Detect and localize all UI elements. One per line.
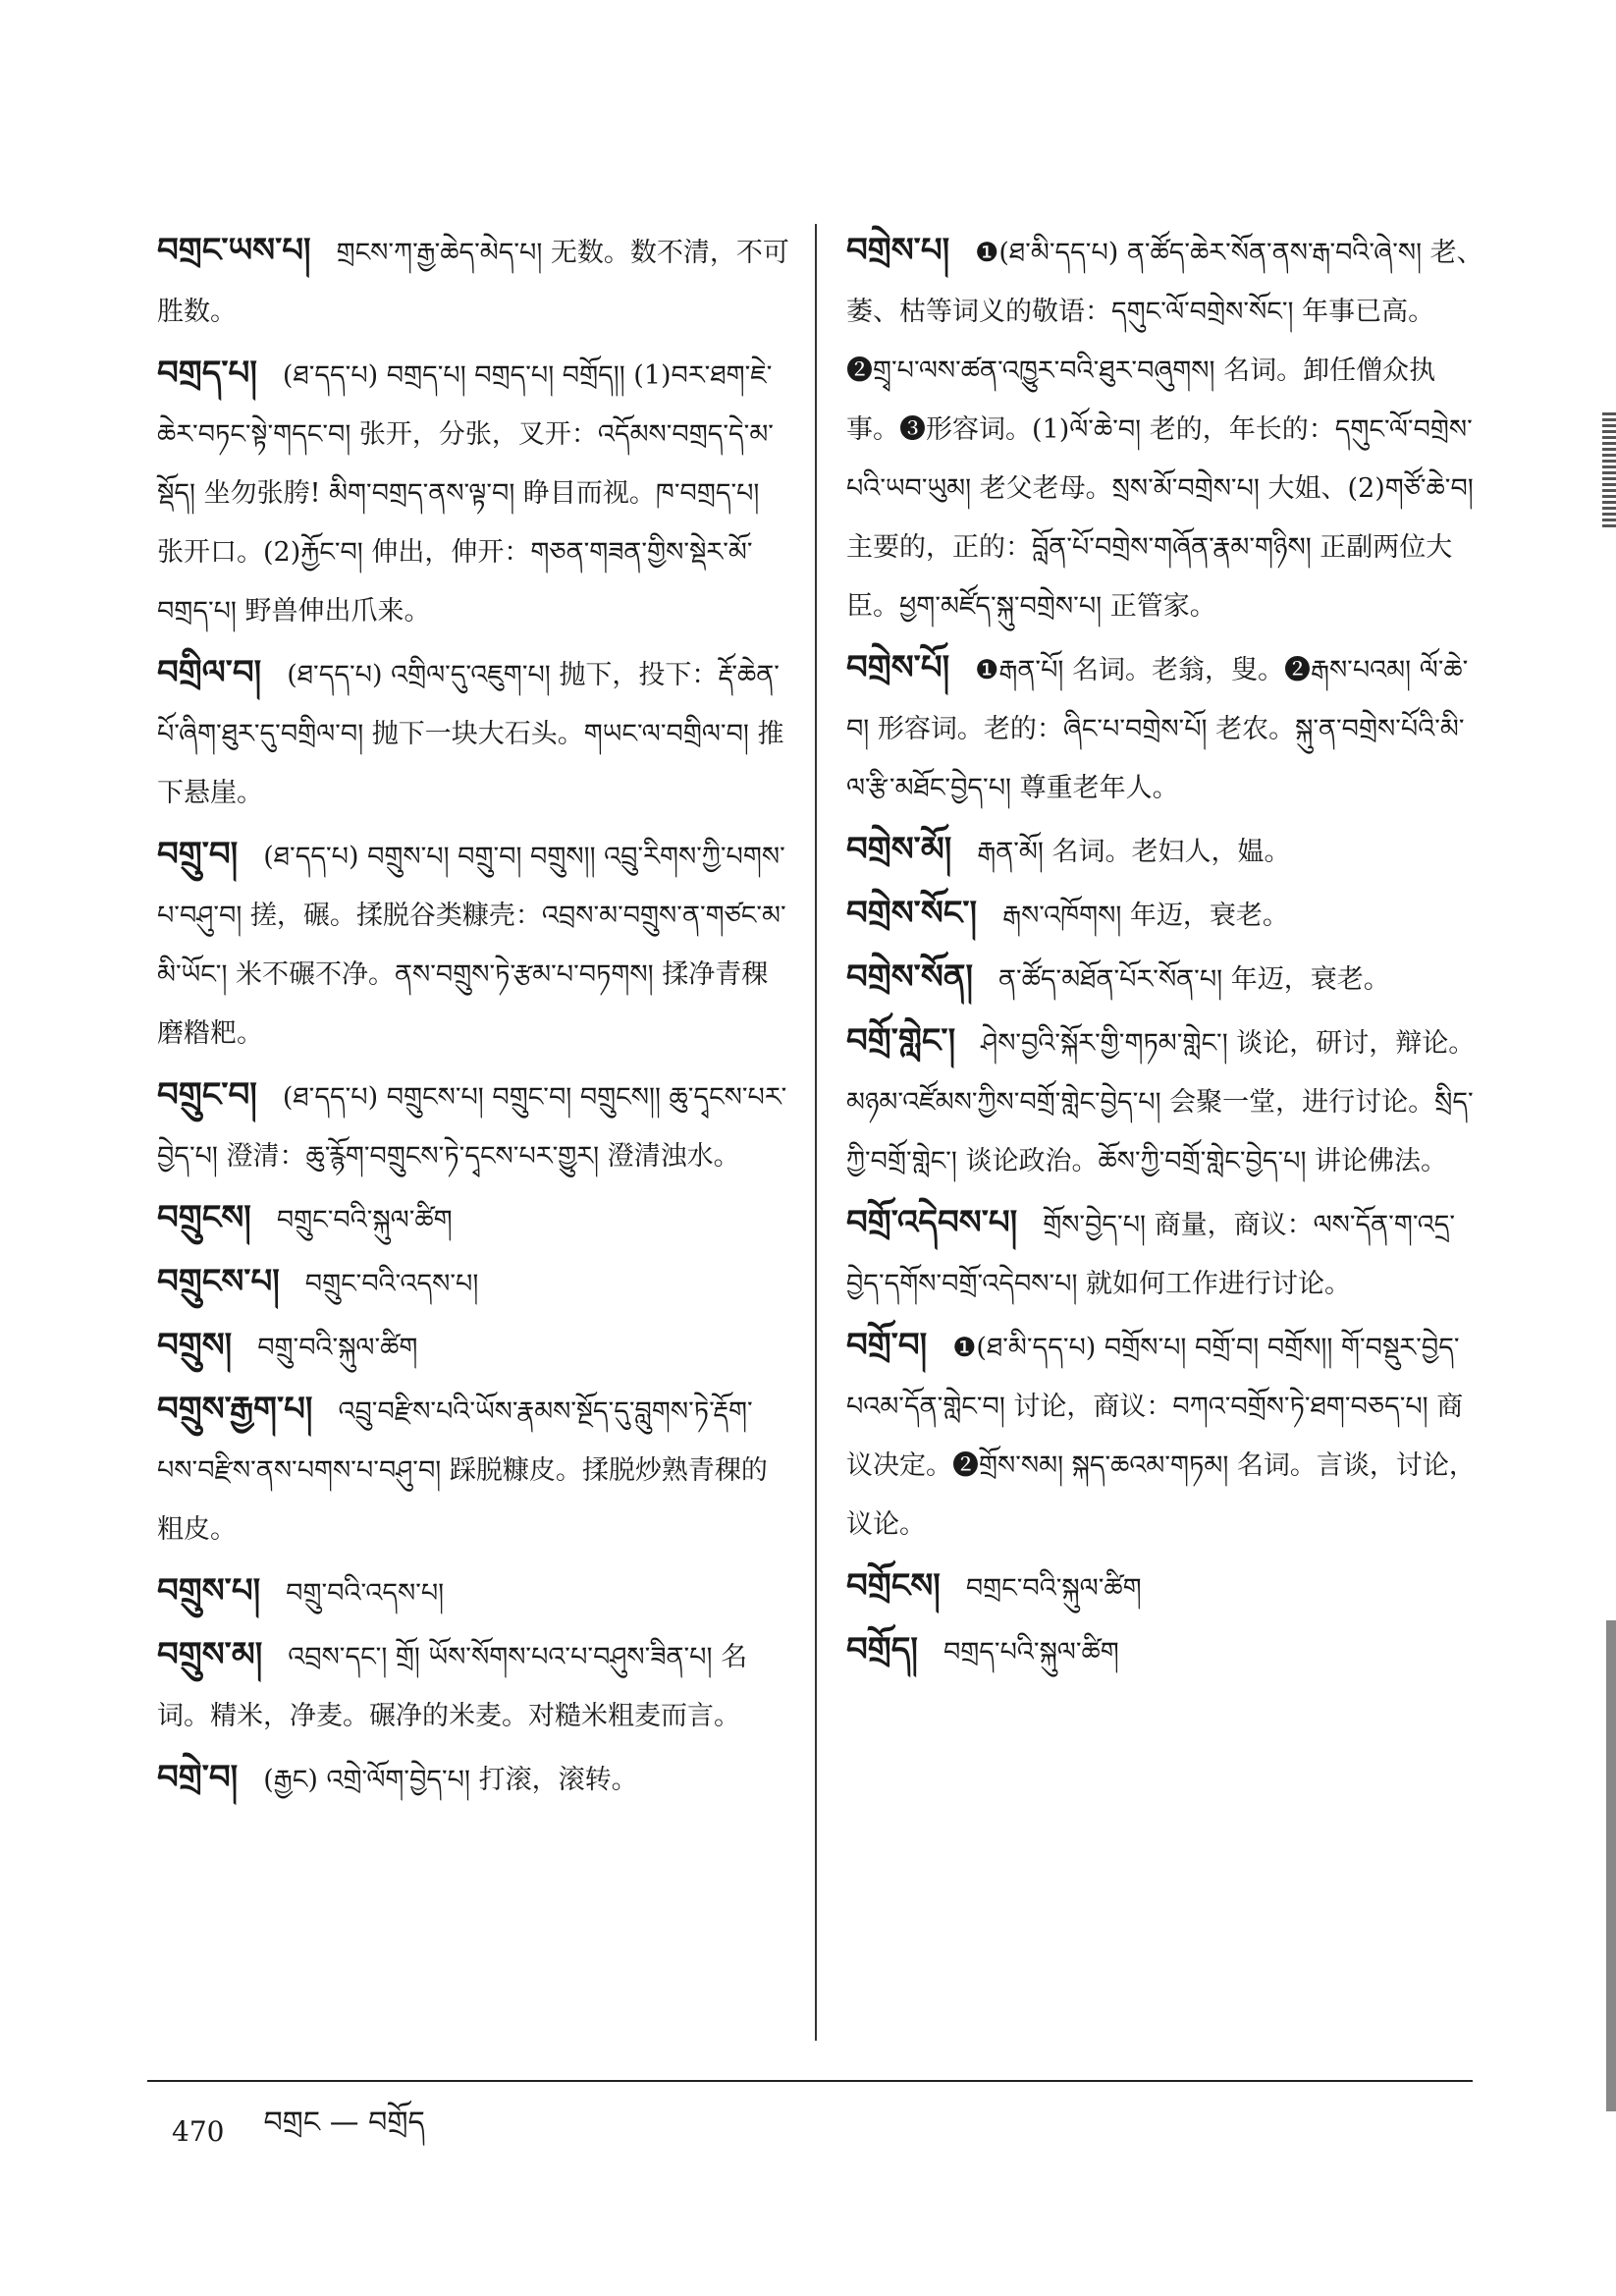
- dictionary-entry: [157, 1188, 790, 1250]
- entry-definition: ❶རྒན་པོ། 名词。老翁，叟。❷རྒས་པའམ། ལོ་ཆེ་བ། 形容词。老的：ཞིང་པ་བགྲེས་པོ། 老农。སྐུ་ན་བགྲེས་པོའི་མི་ལ་རྩི་མཐོང་བྱེད་པ། 尊重老年人。: [846, 655, 1469, 803]
- entry-headword: བགྲོ་གླེང་།: [846, 1021, 956, 1061]
- entry-definition: བགྲུང་བའི་སྐུལ་ཚིག: [276, 1205, 453, 1235]
- scan-edge-shadow: [1606, 1620, 1616, 2111]
- dictionary-entry: [846, 1011, 1484, 1191]
- dictionary-entry: [846, 948, 1484, 1010]
- right-column: [846, 221, 1484, 1684]
- entry-definition: བགྲུ་བའི་འདས་པ།: [286, 1578, 445, 1609]
- entry-headword: བགྲེ་བ།: [157, 1758, 239, 1797]
- dictionary-entry: [846, 1193, 1484, 1314]
- dictionary-entry: [157, 643, 790, 823]
- entry-definition: ཤེས་བྱའི་སྐོར་གྱི་གཏམ་གླེང་། 谈论，研讨，辩论。མཉམ་འཛོམས་ཀྱིས་བགྲོ་གླེང་བྱེད་པ། 会聚一堂，进行讨论。སྲིད་ཀྱི་བགྲོ་གླེང་། 谈论政治。ཆོས་ཀྱི་བགྲོ་གླེང་བྱེད་པ། 讲论佛法。: [846, 1028, 1476, 1176]
- entry-headword: བགྲེས་མོ།: [846, 830, 952, 869]
- entry-headword: བགྲེས་སོན།: [846, 957, 973, 997]
- dictionary-entry: [157, 1561, 790, 1623]
- entry-headword: བགྲོད།: [846, 1630, 918, 1669]
- entry-definition: འབྲུ་བརྫིས་པའི་ཡོས་རྣམས་སྔོད་དུ་བླུགས་ཏེ་རྡོག་པས་བརྫིས་ནས་པགས་པ་བཤུ་བ། 踩脱糠皮。揉脱炒熟青稞的粗皮。: [157, 1396, 768, 1545]
- entry-headword: བགྲོ་བ།: [846, 1326, 928, 1365]
- entry-definition: (ཐ་དད་པ) བགྲུངས་པ། བགྲུང་བ། བགྲུངས།། ཆུ་དྭངས་པར་བྱེད་པ། 澄清：ཆུ་རྙོག་བགྲུངས་ཏེ་དྭངས་པར་གྱུར། 澄清浊水。: [157, 1082, 787, 1172]
- dictionary-entry: [157, 1748, 790, 1810]
- entry-headword: བགྲོངས།: [846, 1566, 941, 1606]
- right-entry-list: [846, 221, 1484, 1682]
- entry-definition: བགྲད་པའི་སྐུལ་ཚིག: [943, 1637, 1119, 1667]
- dictionary-entry: [157, 344, 790, 641]
- dictionary-entry: [157, 221, 790, 342]
- entry-headword: བགྲུ་བ།: [157, 835, 239, 874]
- entry-definition: ན་ཚོད་མཐོན་པོར་སོན་པ། 年迈，衰老。: [998, 964, 1390, 995]
- entry-definition: བགྲུང་བའི་འདས་པ།: [304, 1269, 479, 1299]
- dictionary-entry: [157, 825, 790, 1064]
- dictionary-entry: [157, 1252, 790, 1314]
- dictionary-entry: [846, 820, 1484, 882]
- dictionary-entry: [157, 1066, 790, 1186]
- entry-definition: (ཐ་དད་པ) བགྲུས་པ། བགྲུ་བ། བགྲུས།། འབྲུ་རིགས་ཀྱི་པགས་པ་བཤུ་བ། 搓，碾。揉脱谷类糠壳：འབྲས་མ་བགྲུས་ན་གཙང་མ་མི་ཡོང་། 米不碾不净。ནས་བགྲུས་ཏེ་རྩམ་པ་བཏགས། 揉净青稞磨糌粑。: [157, 842, 786, 1049]
- dictionary-entry: [157, 1380, 790, 1559]
- entry-headword: བགྲེས་པ།: [846, 231, 950, 270]
- entry-headword: བགྲད་པ།: [157, 354, 257, 393]
- entry-definition: བགྲང་བའི་སྐུལ་ཚིག: [965, 1573, 1142, 1604]
- entry-definition: ❶(ཐ་མི་དད་པ) བགྲོས་པ། བགྲོ་བ། བགྲོས།། གོ་བསྡུར་བྱེད་པའམ་དོན་གླེང་བ། 讨论，商议：བཀའ་བགྲོས་ཏེ་ཐག་བཅད་པ། 商议决定。❷གྲོས་སམ། སྐད་ཆའམ་གཏམ། 名词。言谈，讨论，议论。: [846, 1333, 1476, 1540]
- scan-edge-mark: [1602, 412, 1616, 530]
- entry-headword: བགྲེས་པོ།: [846, 648, 950, 687]
- dictionary-entry: [846, 1620, 1484, 1682]
- entry-headword: བགྲུང་བ།: [157, 1075, 257, 1115]
- column-divider: [815, 224, 817, 2041]
- entry-headword: བགྲུས་རྒྱག་པ།: [157, 1390, 313, 1429]
- entry-headword: བགྲེས་སོང་།: [846, 894, 978, 933]
- entry-definition: (རྒྱང) འགྲེ་ལོག་བྱེད་པ། 打滚，滚转。: [263, 1765, 638, 1795]
- entry-definition: (ཐ་དད་པ) བགྲད་པ། བགྲད་པ། བགྲོད།། (1)བར་ཐག་ཇེ་ཆེར་བཏང་སྟེ་གདང་བ། 张开，分张，叉开：འདོམས་བགྲད་དེ་མ་སྡོད། 坐勿张胯! མིག་བགྲད་ནས་ལྟ་བ། 睁目而视。ཁ་བགྲད་པ། 张开口。(2)རྐྱོང་བ། 伸出，伸开：གཅན་གཟན་གྱིས་སྡེར་མོ་བགྲད་པ། 野兽伸出爪来。: [157, 360, 774, 627]
- entry-definition: ❶(ཐ་མི་དད་པ) ན་ཚོད་ཆེར་སོན་ནས་རྒ་བའི་ཞེ་ས། 老、萎、枯等词义的敬语：དགུང་ལོ་བགྲེས་སོང་། 年事已高。❷གྲྭ་པ་ལས་ཚན་འཁྱུར་བའི་ཐུར་བཞུགས། 名词。卸任僧众执事。❸形容词。(1)ལོ་ཆེ་བ། 老的，年长的：དགུང་ལོ་བགྲེས་པའི་ཡབ་ཡུམ། 老父老母。སྲས་མོ་བགྲེས་པ། 大姐、(2)གཙོ་ཆེ་བ། 主要的，正的：བློན་པོ་བགྲེས་གཞོན་རྣམ་གཉིས། 正副两位大臣。ཕྱག་མཛོད་སྐུ་བགྲེས་པ། 正管家。: [846, 238, 1483, 622]
- page-footer: [172, 2090, 425, 2172]
- left-column: [157, 221, 790, 1812]
- entry-definition: འབྲས་དང་། གྲོ། ཡོས་སོགས་པའ་པ་བཤུས་ཟིན་པ། 名词。精米，净麦。碾净的米麦。对糙米粗麦而言。: [157, 1642, 748, 1731]
- entry-headword: བགྲུས།: [157, 1326, 233, 1365]
- dictionary-entry: [846, 221, 1484, 636]
- dictionary-entry: [157, 1316, 790, 1378]
- entry-headword: བགྲུས་མ།: [157, 1635, 263, 1674]
- entry-headword: བགྲིལ་བ།: [157, 653, 262, 692]
- entry-definition: (ཐ་དད་པ) འགྲིལ་དུ་འཇུག་པ། 抛下，投下：རྡོ་ཆེན་པོ་ཞིག་ཐུར་དུ་བགྲིལ་བ། 抛下一块大石头。གཡང་ལ་བགྲིལ་བ། 推下悬崖。: [157, 660, 784, 808]
- entry-definition: གྲོས་བྱེད་པ། 商量，商议：ལས་དོན་ག་འདྲ་བྱེད་དགོས་བགྲོ་འདེབས་པ། 就如何工作进行讨论。: [846, 1210, 1456, 1299]
- entry-headword: བགྲུངས་པ།: [157, 1262, 280, 1301]
- entry-headword: བགྲོ་འདེབས་པ།: [846, 1203, 1018, 1242]
- dictionary-entry: [846, 884, 1484, 946]
- entry-definition: བགྲུ་བའི་སྐུལ་ཚིག: [257, 1333, 418, 1363]
- dictionary-entry: [846, 1557, 1484, 1618]
- page-number: 470: [172, 2114, 225, 2148]
- dictionary-entry: [846, 1316, 1484, 1555]
- dictionary-entry: [846, 638, 1484, 818]
- entry-headword: བགྲུས་པ།: [157, 1571, 261, 1611]
- entry-definition: རྒས་འཁོགས། 年迈，衰老。: [1002, 901, 1289, 931]
- entry-definition: གྲངས་ཀ་རྒྱ་ཆེད་མེད་པ། 无数。数不清，不可胜数。: [157, 238, 789, 327]
- footer-rule: [147, 2080, 1473, 2082]
- entry-definition: རྒན་མོ། 名词。老妇人，媪。: [977, 837, 1291, 867]
- entry-headword: བགྲུངས།: [157, 1198, 251, 1237]
- headword-range: བགྲང — བགྲོད: [263, 2105, 425, 2140]
- left-entry-list: [157, 221, 790, 1810]
- dictionary-entry: [157, 1625, 790, 1746]
- entry-headword: བགྲང་ཡས་པ།: [157, 231, 311, 270]
